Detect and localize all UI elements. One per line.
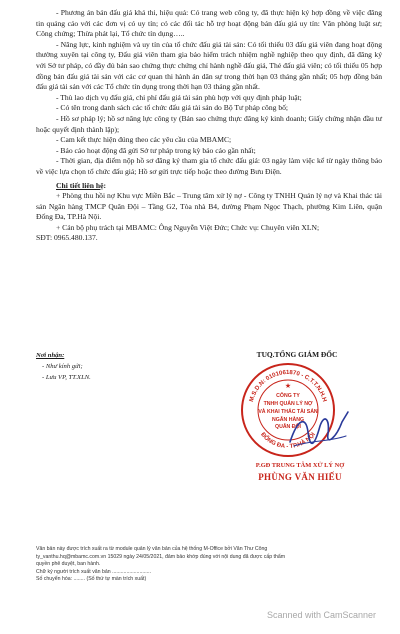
criterion-legal-docs: - Hồ sơ pháp lý; hồ sơ năng lực công ty (Bản sao chứng thực đăng ký kinh doanh; Giấy chứng nhận đầu tư hoặc quyết định thành lập); — [36, 113, 382, 134]
recipient-item: - Lưu VP, TT.XLN. — [42, 374, 91, 381]
svg-text:★: ★ — [284, 382, 292, 390]
svg-text:CÔNG TY: CÔNG TY — [276, 393, 300, 399]
recipients-block — [36, 350, 186, 383]
criterion-listed: - Có tên trong danh sách các tổ chức đấu giá tài sản do Bộ Tư pháp công bố; — [56, 103, 289, 113]
criterion-deadline: - Thời gian, địa điểm nộp hồ sơ đăng ký tham gia tổ chức đấu giá: 03 ngày làm việc kể từ ngày thông báo về việc lựa chọn tổ chức đấu giá; Hồ sơ gửi trực tiếp hoặc theo đường Bưu Điện. — [36, 156, 382, 176]
letter-body — [36, 8, 382, 244]
contact-heading-colon: : — [103, 180, 106, 190]
footer-line: Văn bản này được trích xuất ra từ module quản lý văn bản của hệ thống M-Office bởi Văn Thư Công — [36, 546, 268, 552]
scanner-watermark: Scanned with CamScanner — [266, 610, 376, 620]
signatory-name: PHÙNG VĂN HIẾU — [258, 472, 342, 482]
footer-line: Chữ ký người trích xuất văn bản ........................... — [36, 568, 152, 575]
svg-text:VÀ KHAI THÁC TÀI SẢN: VÀ KHAI THÁC TÀI SẢN — [258, 409, 318, 415]
svg-text:M.S.D.N: 0101061870 - C.T.T.N.: M.S.D.N: 0101061870 - C.T.T.N.H.H — [248, 369, 328, 403]
contact-office: + Phòng thu hồi nợ Khu vực Miền Bắc – Trung tâm xử lý nợ - Công ty TNHH Quản lý nợ và Khai thác tài sản Ngân hàng TMCP Quân Đội – Tầng G2, Tòa nhà B4, đường Phạm Ngọc Thạch, phường Kim Liên, quận Đống Đa, TP.Hà Nội. — [36, 191, 382, 222]
recipient-item: - Như kính gửi; — [42, 363, 83, 370]
footer-line: quyền phê duyệt, ban hành. — [36, 561, 101, 568]
svg-text:TNHH QUẢN LÝ NỢ: TNHH QUẢN LÝ NỢ — [263, 401, 313, 407]
contact-heading — [36, 181, 382, 192]
footer-line: Số chuyển hóa: ........ (Số thứ tự màn trích xuất) — [36, 576, 147, 583]
svg-text:ĐỐNG ĐA - TP.HÀ NỘI: ĐỐNG ĐA - TP.HÀ NỘI — [259, 431, 317, 451]
contact-phone: SĐT: 0965.480.137. — [36, 233, 98, 243]
criterion-commitment: - Cam kết thực hiện đúng theo các yêu cầu của MBAMC; — [56, 135, 232, 145]
svg-text:QUÂN ĐỘI: QUÂN ĐỘI — [275, 424, 301, 430]
handwritten-signature — [284, 398, 354, 458]
signatory-department: P.GĐ TRUNG TÂM XỬ LÝ NỢ — [255, 462, 345, 469]
extraction-footer — [36, 546, 286, 584]
contact-heading-text: Chi tiết liên hệ — [56, 180, 104, 190]
criterion-auction-plan: - Phương án bán đấu giá khả thi, hiệu quả: Có trang web công ty, đã thực hiện ký hợp đồng về việc đăng tin quảng cáo với các đơn vị có uy tín; có các đối tác hỗ trợ hoạt động bán đấu giá uy tín: Văn phòng luật sư; Công chứng; Thừa phát lại, Tổ chức tín dụng….. — [36, 8, 382, 39]
criterion-report: - Báo cáo hoạt động đã gửi Sở tư pháp trong kỳ báo cáo gần nhất; — [56, 145, 256, 155]
criterion-fee: - Thù lao dịch vụ đấu giá, chi phí đấu giá tài sản phù hợp với quy định pháp luật; — [56, 92, 302, 102]
recipients-heading: Nơi nhận: — [36, 352, 65, 359]
svg-text:NGÂN HÀNG: NGÂN HÀNG — [272, 417, 304, 423]
criterion-capacity: - Năng lực, kinh nghiệm và uy tín của tổ chức đấu giá tài sản: Có tối thiểu 03 đấu giá viên đang hoạt động thường xuyên tại công ty, Đấu giá viên tham gia bảo hiểm trách nhiệm nghề nghiệp theo quy định, đã đăng ký với Sở tư pháp, có đầy đủ bản sao chứng thực chứng chỉ hành nghề đấu giá, Thẻ đấu giá viên; có tối thiểu 05 hợp đồng bán đấu giá tài sản với các cơ quan thi hành án dân sự trong thời hạn 03 tháng gần nhất; 05 hợp đồng bán đấu giá tài sản với các Tổ chức tín dụng trong thời hạn 03 tháng gần nhất. — [36, 39, 382, 92]
contact-officer: + Cán bộ phụ trách tại MBAMC: Ông Nguyễn Việt Đức; Chức vụ: Chuyên viên XLN; — [56, 222, 320, 232]
footer-line: ty_vanthu.hq@mbamc.com.vn 15029 ngày 24/05/2021, đảm bảo khớp đúng với nội dung đã được cấp thẩm — [36, 553, 286, 560]
signatory-title: TUQ.TỔNG GIÁM ĐỐC — [256, 350, 338, 359]
